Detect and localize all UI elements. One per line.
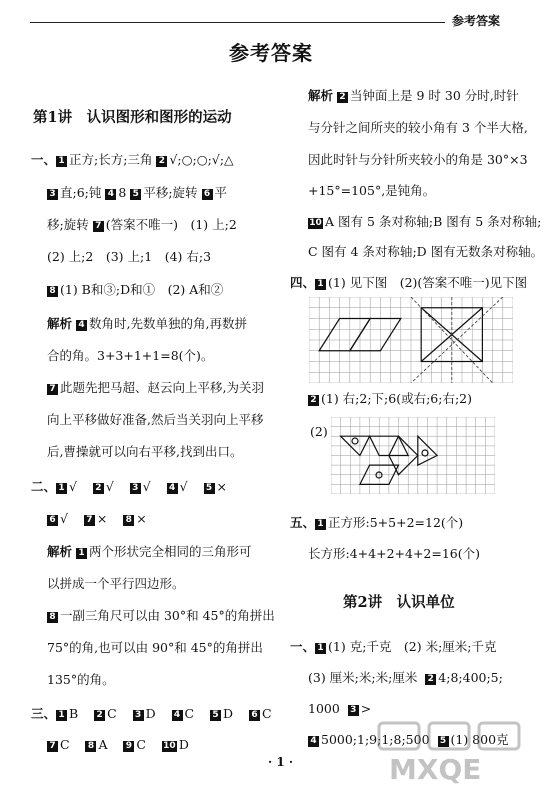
question-number: 1	[315, 279, 326, 290]
answer-text: (1) B和③;D和① (2) A和②	[60, 282, 224, 297]
svg-text:MXQE: MXQE	[389, 753, 482, 785]
question-number: 2	[425, 674, 436, 685]
answer-text: 5000;1;9;1;8;500	[321, 732, 430, 747]
answer-text: √	[142, 479, 151, 494]
answer-line-r9: (2)	[310, 424, 328, 439]
analysis-line-r2: 与分针之间所夹的较小角有 3 个半大格,	[308, 120, 528, 135]
question-number: 6	[47, 515, 58, 526]
analysis-line-r1	[308, 88, 519, 104]
question-number: 10	[163, 741, 176, 751]
section-marker: 一、	[31, 152, 57, 167]
question-number: 6	[249, 710, 260, 721]
question-number: 2	[337, 92, 348, 103]
question-number: 5	[130, 189, 141, 200]
answer-text: √;○;○;√;△	[169, 152, 234, 167]
answer-text: ×	[96, 511, 108, 526]
answer-line-r13	[308, 670, 503, 686]
question-number: 3	[130, 483, 141, 494]
section-marker: 三、	[31, 706, 57, 721]
question-number: 4	[308, 736, 319, 747]
question-number: 1	[315, 519, 326, 530]
question-number: 5	[204, 483, 215, 494]
question-number: 2	[93, 483, 104, 494]
answer-text: √	[69, 479, 77, 494]
analysis-line-r4: +15°=105°,是钝角。	[308, 183, 436, 198]
section-marker: 二、	[31, 479, 57, 494]
analysis-line-6	[47, 544, 252, 560]
question-number: 8	[85, 741, 96, 752]
answer-line-3	[47, 217, 237, 233]
answer-text: 移;旋转	[47, 217, 89, 232]
lesson-1-title: 第1讲 认识图形和图形的运动	[33, 109, 232, 126]
page-number: · 1 ·	[268, 755, 294, 769]
lesson-2-title: 第2讲 认识单位	[343, 594, 455, 611]
analysis-line-7: 以拼成一个平行四边形。	[47, 576, 185, 591]
question-number: 4	[105, 189, 116, 200]
answer-text: 正方;长方;三角	[69, 152, 153, 167]
answer-line-8	[31, 706, 272, 722]
question-number: 4	[172, 710, 183, 721]
analysis-label: 解析	[47, 544, 73, 559]
answer-line-5	[47, 282, 223, 298]
analysis-line-r5	[308, 214, 541, 230]
answer-line-r11: 长方形:4+4+2+4+2=16(个)	[308, 546, 481, 561]
analysis-text: A 图有 5 条对称轴;B 图有 5 条对称轴;	[325, 214, 542, 229]
question-number: 4	[76, 320, 87, 331]
answer-line-2	[47, 185, 227, 201]
answer-text: >	[360, 701, 372, 716]
answer-text: D	[145, 706, 156, 721]
answer-text: (1) 见下图 (2)(答案不唯一)见下图	[328, 275, 528, 290]
answer-text: 平移;旋转	[143, 185, 198, 200]
question-number: 2	[156, 156, 167, 167]
answer-text: (1) 800克	[450, 732, 509, 747]
answer-text: D	[178, 737, 189, 752]
question-number: 2	[94, 710, 105, 721]
question-number: 8	[123, 515, 134, 526]
analysis-text: 当钟面上是 9 时 30 分时,时针	[350, 88, 519, 103]
answer-text: (1) 右;2;下;6(或右;6;右;2)	[321, 391, 473, 406]
question-number: 1	[76, 548, 87, 559]
question-number: 9	[123, 741, 134, 752]
question-number: 4	[167, 483, 178, 494]
answer-text: A	[98, 737, 108, 752]
answer-text: (3) 厘米;米;米;厘米	[308, 670, 418, 685]
question-number: 7	[47, 741, 58, 752]
analysis-line-r3: 因此时针与分针所夹较小的角是 30°×3	[308, 152, 528, 167]
answer-text: (答案不唯一) (1) 上;2	[105, 217, 237, 232]
answer-text: C	[136, 737, 146, 752]
grid-figure-2	[331, 417, 495, 494]
answer-text: 8	[118, 185, 127, 200]
answer-line-6	[31, 479, 227, 495]
question-number: 3	[348, 705, 359, 716]
answer-line-7	[47, 511, 147, 527]
question-number: 2	[308, 395, 319, 406]
answer-text: D	[223, 706, 234, 721]
answer-text: √	[60, 511, 68, 526]
analysis-line-3	[47, 380, 264, 396]
answer-line-r7	[290, 275, 527, 291]
answer-text: ×	[216, 479, 227, 494]
analysis-line-2: 合的角。3+3+1+1=8(个)。	[47, 348, 214, 363]
question-number: 5	[210, 710, 221, 721]
question-number: 1	[56, 710, 67, 721]
answer-text: 4;8;400;5;	[438, 670, 503, 685]
answer-text: 正方形:5+5+2=12(个)	[328, 515, 464, 530]
answer-line-4: (2) 上;2 (3) 上;1 (4) 右;3	[47, 249, 212, 264]
question-number: 7	[47, 384, 58, 395]
answer-text: 直;6;钝	[60, 185, 102, 200]
analysis-line-9: 75°的角,也可以由 90°和 45°的角拼出	[47, 640, 263, 655]
analysis-line-10: 135°的角。	[47, 672, 115, 687]
answer-text: 1000	[308, 701, 340, 716]
question-number: 1	[56, 156, 67, 167]
answer-text: √	[179, 479, 188, 494]
analysis-line-r6: C 图有 4 条对称轴;D 图有无数条对称轴。	[308, 244, 544, 259]
question-number: 3	[133, 710, 144, 721]
question-number: 1	[56, 483, 67, 494]
analysis-line-4: 向上平移做好准备,然后当关羽向上平移	[47, 412, 264, 427]
question-number: 8	[47, 612, 58, 623]
answer-line-1	[31, 152, 234, 168]
answer-text: (1) 克;千克 (2) 米;厘米;千克	[328, 639, 497, 654]
question-number: 7	[93, 221, 104, 232]
answer-text: ×	[136, 511, 147, 526]
analysis-text: 一副三角尺可以由 30°和 45°的角拼出	[60, 608, 275, 623]
answer-text: B	[69, 706, 79, 721]
question-number: 3	[47, 189, 58, 200]
answer-text: C	[107, 706, 117, 721]
grid-figure-1	[309, 297, 513, 383]
analysis-line-5: 后,曹操就可以向右平移,找到出口。	[47, 444, 243, 459]
answer-line-r8	[308, 391, 472, 407]
header-rule	[30, 22, 445, 23]
question-number: 8	[47, 286, 58, 297]
header-title: 参考答案	[452, 14, 501, 28]
watermark-logo	[359, 715, 559, 785]
answer-text: C	[60, 737, 70, 752]
section-marker: 五、	[290, 515, 316, 530]
answer-text: √	[105, 479, 114, 494]
answer-line-r12	[290, 639, 497, 655]
answer-text: 平	[214, 185, 228, 200]
analysis-line-8	[47, 608, 275, 624]
question-number: 10	[309, 218, 322, 228]
analysis-line-1	[47, 316, 247, 332]
question-number: 1	[315, 643, 326, 654]
question-number: 6	[202, 189, 213, 200]
section-marker: 四、	[290, 275, 316, 290]
answer-line-r10	[290, 515, 463, 531]
question-number: 7	[84, 515, 95, 526]
answer-text: C	[184, 706, 195, 721]
analysis-text: 数角时,先数单独的角,再数拼	[89, 316, 247, 331]
analysis-text: 此题先把马超、赵云向上平移,为关羽	[60, 380, 264, 395]
analysis-label: 解析	[47, 316, 73, 331]
page-title: 参考答案	[229, 41, 313, 65]
answer-text: C	[261, 706, 272, 721]
question-number: 5	[438, 736, 449, 747]
section-marker: 一、	[290, 639, 316, 654]
analysis-label: 解析	[308, 88, 334, 103]
analysis-text: 两个形状完全相同的三角形可	[89, 544, 252, 559]
answer-line-9	[47, 737, 189, 753]
